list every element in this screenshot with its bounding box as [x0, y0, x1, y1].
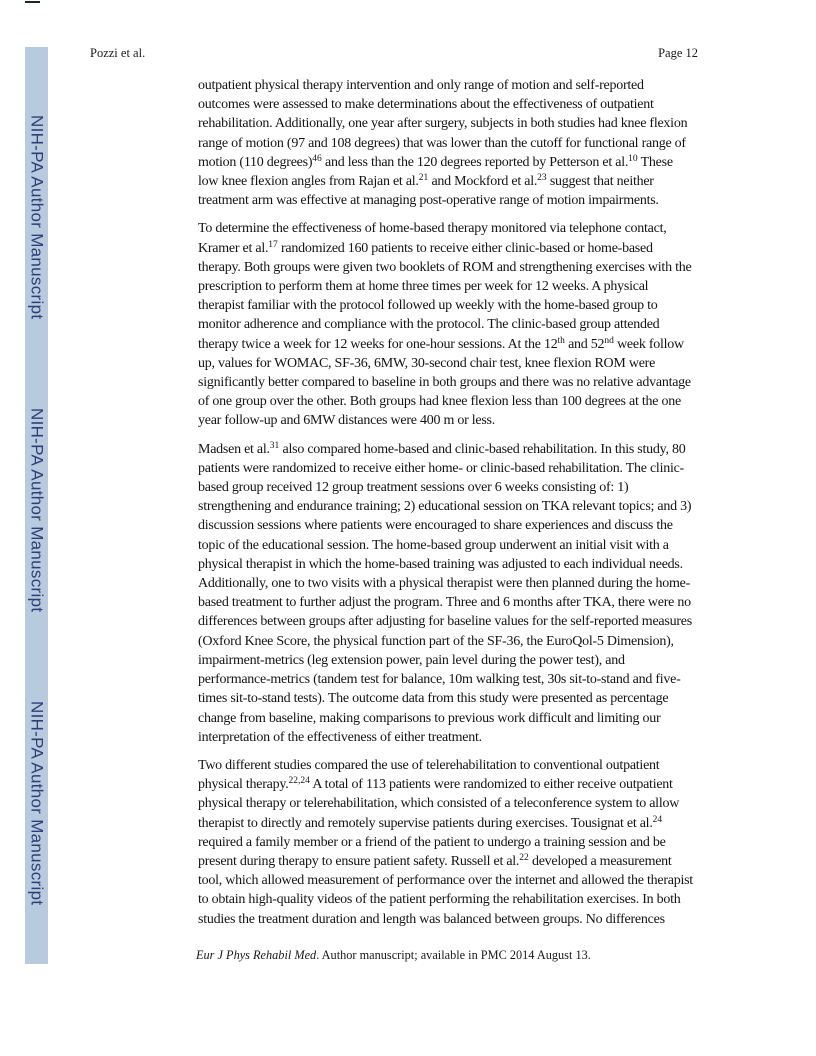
text-line: up, values for WOMAC, SF-36, 6MW, 30-second chair test, knee flexion ROM were — [198, 355, 656, 371]
paragraph — [198, 76, 763, 210]
text-line: outcomes were assessed to make determinations about the effectiveness of outpatient — [198, 97, 654, 113]
text-line: change from baseline, making comparisons to previous work difficult and limiting our — [198, 710, 661, 726]
text-line: (Oxford Knee Score, the physical function part of the SF-36, the EuroQol-5 Dimension), — [198, 633, 674, 649]
text-line: Additionally, one to two visits with a physical therapist were then planned during the home- — [198, 576, 691, 592]
text-line: impairment-metrics (leg extension power, pain level during the power test), and — [198, 652, 625, 668]
text-line: physical therapy.$^{22,24}$ A total of 113 patients were randomized to either receive outpatient — [198, 776, 673, 793]
text-line: present during therapy to ensure patient safety. Russell et al.$^{22}$ developed a measurement — [198, 852, 672, 869]
text-line: therapist familiar with the protocol followed up weekly with the home-based group to — [198, 298, 658, 314]
text-line: Two different studies compared the use of telerehabilitation to conventional outpatient — [198, 757, 660, 773]
citation-superscript: 21 — [418, 173, 429, 184]
text-line: tool, which allowed measurement of performance over the internet and allowed the therapist — [198, 873, 693, 889]
citation-superscript: 23 — [537, 173, 547, 184]
header-author: Pozzi et al. — [90, 46, 146, 60]
text-line: year follow-up and 6MW distances were 400 m or less. — [198, 413, 495, 429]
text-line: of one group over the other. Both groups had knee flexion less than 100 degrees at the one — [198, 394, 681, 410]
body-text — [198, 76, 763, 938]
text-line: physical therapist in which the home-based training was adjusted to each individual needs. — [198, 556, 683, 572]
text-line: topic of the educational session. The home-based group underwent an initial visit with a — [198, 537, 669, 553]
footer-journal-name: Eur J Phys Rehabil Med — [196, 948, 317, 962]
text-line: outpatient physical therapy intervention and only range of motion and self-reported — [198, 78, 644, 93]
text-line: physical therapy or telerehabilitation, which consisted of a teleconference system to allow — [198, 796, 680, 812]
text-line: studies the treatment duration and length was balanced between groups. No differences — [198, 911, 665, 927]
text-line: low knee flexion angles from Rajan et al.$^{21}$ and Mockford et al.$^{23}$ suggest that neither — [198, 173, 654, 190]
text-line: treatment arm was effective at managing post-operative range of motion impairments. — [198, 193, 659, 209]
citation-superscript: 22 — [519, 852, 529, 863]
text-line: Kramer et al.$^{17}$ randomized 160 patients to receive either clinic-based or home-based — [198, 239, 653, 256]
citation-superscript: 24 — [652, 814, 663, 825]
citation-superscript: 31 — [269, 440, 280, 451]
text-line: therapy. Both groups were given two booklets of ROM and strengthening exercises with the — [198, 259, 692, 275]
page-header — [90, 46, 698, 61]
paragraph — [198, 440, 763, 747]
text-line: differences between groups after adjusting for baseline values for the self-reported measures — [198, 614, 692, 630]
text-line: based group received 12 group treatment sessions over 6 weeks consisting of: 1) — [198, 480, 629, 496]
text-line: to obtain high-quality videos of the patient performing the rehabilitation exercises. In both — [198, 892, 681, 908]
text-line: discussion sessions where patients were encouraged to share experiences and discuss the — [198, 518, 673, 534]
nihpa-watermark-strip — [25, 47, 48, 964]
citation-superscript: nd — [604, 335, 614, 346]
nihpa-watermark-label: NIH-PA Author Manuscript — [27, 700, 47, 905]
paragraph — [198, 219, 763, 430]
text-line: times sit-to-stand tests). The outcome data from this study were presented as percentage — [198, 691, 669, 707]
text-line: motion (110 degrees)$^{46}$ and less than the 120 degrees reported by Petterson et al.$^{10}$ These — [198, 153, 673, 170]
text-line: rehabilitation. Additionally, one year after surgery, subjects in both studies had knee flexion — [198, 116, 688, 132]
text-line: strengthening and endurance training; 2) educational session on TKA relevant topics; and 3) — [198, 499, 692, 515]
citation-superscript: 17 — [268, 239, 278, 250]
text-line: patients were randomized to receive either home- or clinic-based rehabilitation. The clinic- — [198, 460, 684, 476]
text-line: Madsen et al.$^{31}$ also compared home-based and clinic-based rehabilitation. In this study, 80 — [198, 440, 686, 457]
text-line: prescription to perform them at home three times per week for 12 weeks. A physical — [198, 279, 649, 295]
text-line: To determine the effectiveness of home-based therapy monitored via telephone contact, — [198, 221, 667, 237]
citation-superscript: 46 — [312, 153, 322, 164]
text-line: required a family member or a friend of the patient to undergo a training session and be — [198, 834, 666, 850]
text-line: range of motion (97 and 108 degrees) that was lower than the cutoff for functional range of — [198, 135, 686, 151]
text-line: monitor adherence and compliance with the protocol. The clinic-based group attended — [198, 317, 660, 333]
text-line: significantly better compared to baseline in both groups and there was no relative advantage — [198, 375, 691, 391]
citation-superscript: th — [557, 335, 565, 346]
text-line: therapist to directly and remotely supervise patients during exercises. Tousignat et al.$^{24}$ — [198, 814, 663, 831]
header-page-number: Page 12 — [658, 46, 698, 60]
page-footer — [196, 948, 591, 963]
paragraph — [198, 756, 763, 929]
text-line: performance-metrics (tandem test for balance, 10m walking test, 30s sit-to-stand and five- — [198, 672, 681, 688]
citation-superscript: 10 — [628, 153, 638, 164]
footer-citation-text: . Author manuscript; available in PMC 2014 August 13. — [316, 948, 591, 962]
text-line: therapy twice a week for 12 weeks for one-hour sessions. At the 12th and 52nd week follow — [198, 335, 684, 352]
nihpa-watermark-label: NIH-PA Author Manuscript — [27, 407, 47, 613]
citation-superscript: 22,24 — [288, 776, 310, 787]
text-line: based treatment to further adjust the program. Three and 6 months after TKA, there were no — [198, 595, 691, 611]
nihpa-watermark-label: NIH-PA Author Manuscript — [27, 115, 47, 320]
text-line: interpretation of the effectiveness of either treatment. — [198, 729, 482, 745]
scan-artifact-mark — [25, 1, 40, 3]
